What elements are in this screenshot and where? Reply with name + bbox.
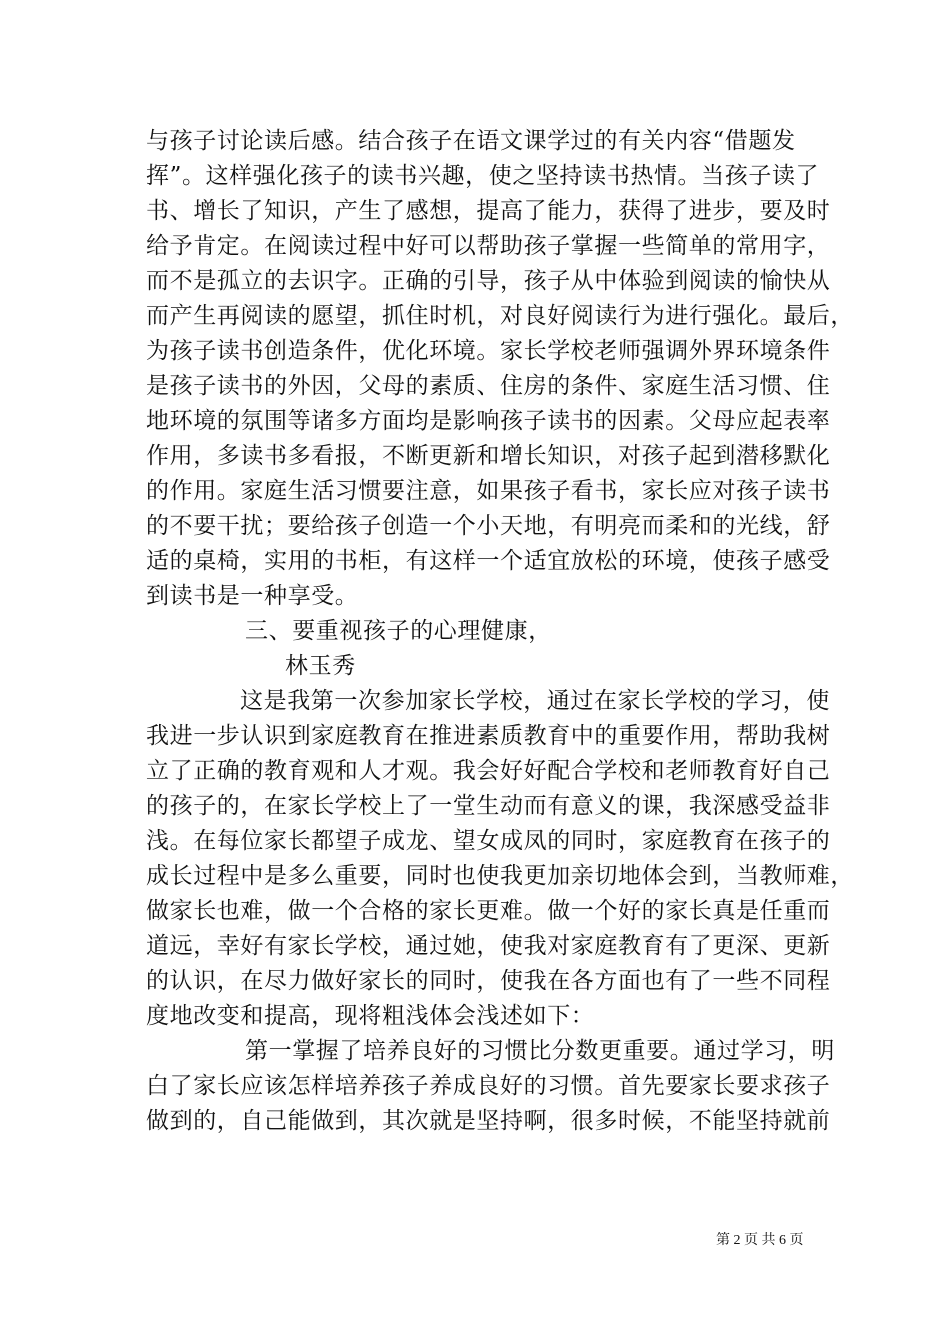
text-line: 我进一步认识到家庭教育在推进素质教育中的重要作用，帮助我树 — [146, 723, 831, 749]
text-line: 的不要干扰；要给孩子创造一个小天地，有明亮而柔和的光线，舒 — [146, 513, 831, 539]
text-line: 道远，幸好有家长学校，通过她，使我对家庭教育有了更深、更新 — [146, 933, 831, 959]
text-line: 是孩子读书的外因，父母的素质、住房的条件、家庭生活习惯、住 — [146, 373, 831, 399]
text-line: 而不是孤立的去识字。正确的引导，孩子从中体验到阅读的愉快从 — [146, 268, 831, 294]
text-line: 做到的，自己能做到，其次就是坚持啊，很多时候，不能坚持就前 — [146, 1108, 831, 1134]
text-line: 白了家长应该怎样培养孩子养成良好的习惯。首先要家长要求孩子 — [146, 1073, 831, 1099]
text-line: 挥”。这样强化孩子的读书兴趣，使之坚持读书热情。当孩子读了 — [146, 163, 820, 189]
text-line: 的孩子的，在家长学校上了一堂生动而有意义的课，我深感受益非 — [146, 793, 831, 819]
text-line: 而产生再阅读的愿望，抓住时机，对良好阅读行为进行强化。最后， — [146, 303, 854, 329]
text-line: 这是我第一次参加家长学校，通过在家长学校的学习，使 — [240, 688, 830, 714]
text-line: 为孩子读书创造条件，优化环境。家长学校老师强调外界环境条件 — [146, 338, 831, 364]
text-line: 书、增长了知识，产生了感想，提高了能力，获得了进步，要及时 — [146, 198, 831, 224]
text-line: 到读书是一种享受。 — [146, 583, 359, 609]
text-line: 与孩子讨论读后感。结合孩子在语文课学过的有关内容“借题发 — [146, 128, 796, 154]
text-line: 的作用。家庭生活习惯要注意，如果孩子看书，家长应对孩子读书 — [146, 478, 831, 504]
text-line: 浅。在每位家长都望子成龙、望女成凤的同时，家庭教育在孩子的 — [146, 828, 831, 854]
text-line: 第一掌握了培养良好的习惯比分数更重要。通过学习，明 — [245, 1038, 835, 1064]
text-line: 的认识，在尽力做好家长的同时，使我在各方面也有了一些不同程 — [146, 968, 831, 994]
text-line: 地环境的氛围等诸多方面均是影响孩子读书的因素。父母应起表率 — [146, 408, 831, 434]
text-line: 作用，多读书多看报，不断更新和增长知识，对孩子起到潜移默化 — [146, 443, 831, 469]
text-line: 适的桌椅，实用的书柜，有这样一个适宜放松的环境，使孩子感受 — [146, 548, 831, 574]
author-name: 林玉秀 — [285, 653, 356, 679]
text-line: 做家长也难，做一个合格的家长更难。做一个好的家长真是任重而 — [146, 898, 831, 924]
text-line: 立了正确的教育观和人才观。我会好好配合学校和老师教育好自己 — [146, 758, 831, 784]
text-line: 度地改变和提高，现将粗浅体会浅述如下： — [146, 1003, 595, 1029]
page-number-footer: 第 2 页 共 6 页 — [716, 1233, 804, 1248]
text-line: 成长过程中是多么重要，同时也使我更加亲切地体会到，当教师难， — [146, 863, 854, 889]
text-line: 给予肯定。在阅读过程中好可以帮助孩子掌握一些简单的常用字， — [146, 233, 831, 259]
section-heading: 三、要重视孩子的心理健康， — [245, 618, 552, 644]
